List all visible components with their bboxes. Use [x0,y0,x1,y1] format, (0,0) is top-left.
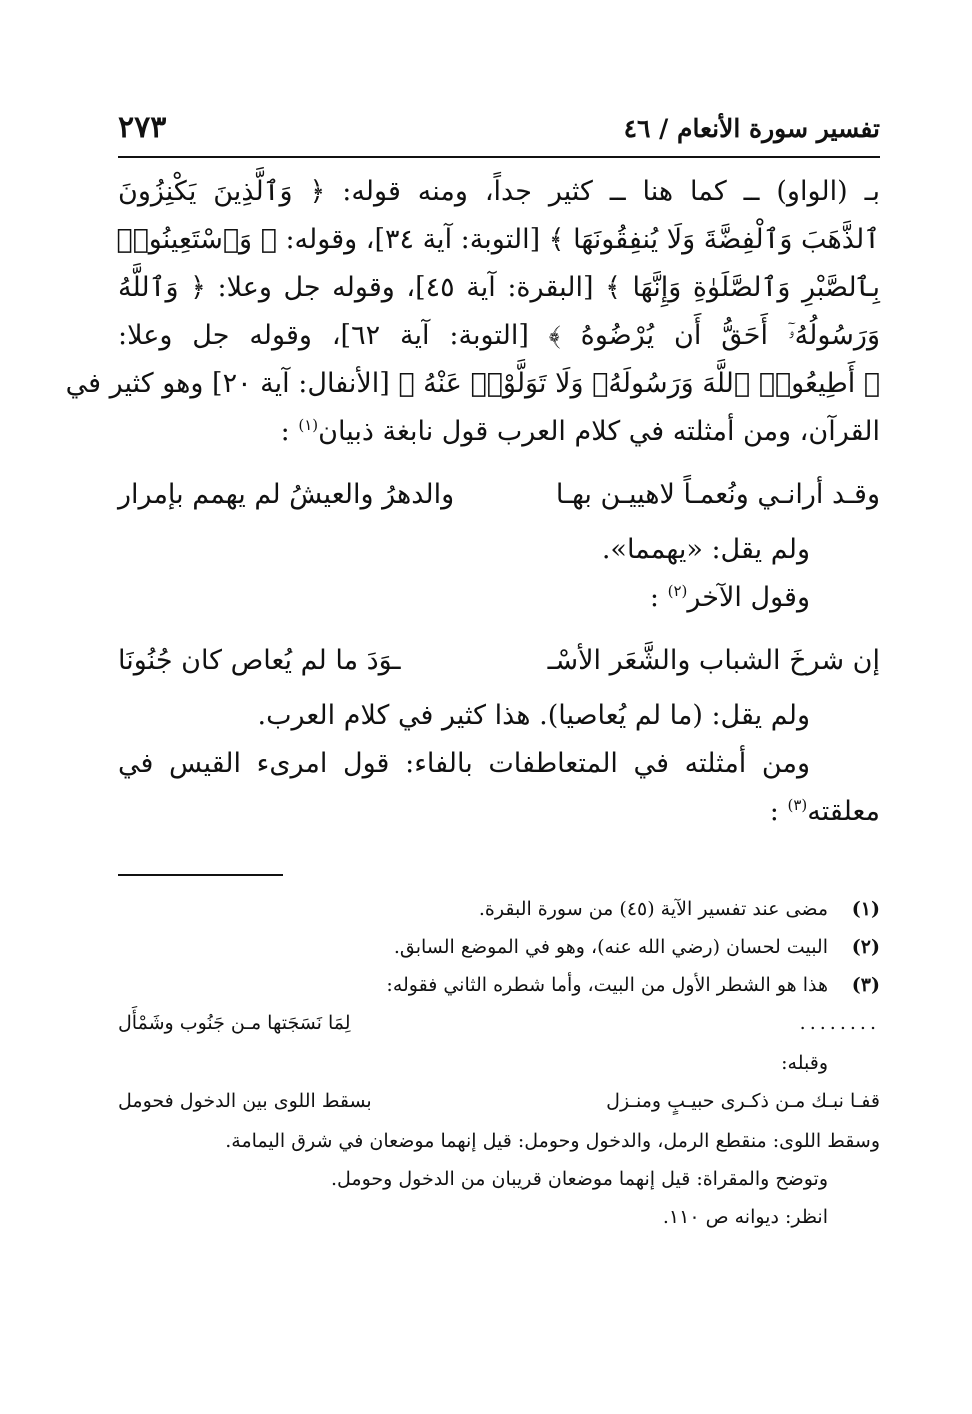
footnote-ref-2: (٢) [667,582,688,600]
footnote-number: (٣) [851,974,880,996]
running-header [118,110,880,156]
page-number: ٢٧٣ [118,110,167,145]
footnote-number: (٢) [851,936,880,958]
text-line: ٱلذَّهَبَ وَٱلْفِضَّةَ وَلَا يُنفِقُونَهَا ﴾ [التوبة: آية ٣٤]، وقوله: ﴿ وَٱسْتَعِينُوا۟ [116,224,880,255]
header-rule [118,156,880,158]
verse-hemistich-left: لِمَا نَسَجَتها مـن جَنُوب وشَمْأَل [118,1012,351,1034]
footnote-3 [118,966,880,1004]
footnote-2 [118,928,880,966]
footnote-text: انظر: ديوانه ص ١١٠. [662,1206,828,1228]
footnote-note: وسقط اللوى: منقطع الرمل، والدخول وحومل: قيل إنهما موضعان في شرق اليمامة. [225,1130,880,1152]
footnote-line [118,1198,880,1236]
text-line: بِٱلصَّبْرِ وَٱلصَّلَوٰةِ وَإِنَّهَا ﴾ [البقرة: آية ٤٥]، وقوله جل وعلا: ﴿ وَٱللَّهُ [118,272,880,303]
text-content: وقول الآخر [687,582,810,613]
text-line-content: القرآن، ومن أمثلته في كلام العرب قول نابغة ذبيان [318,416,880,447]
footnote-ref-3: (٣) [787,796,808,814]
text-content: معلقته [807,796,880,827]
verse-hemistich-left: بسقط اللوى بين الدخول فحومل [118,1090,372,1112]
paragraph-line: ولم يقل: (ما لم يُعاصيا). هذا كثير في كلام العرب. [257,700,810,731]
footnote-text: مضى عند تفسير الآية (٤٥) من سورة البقرة. [478,898,828,920]
paragraph-line [118,574,880,622]
paragraph-line [118,788,880,836]
footnote-rule [118,874,283,876]
footnote-number: (١) [851,898,880,920]
poetry-verse-2 [118,630,880,692]
paragraph-line: ومن أمثلته في المتعاطفات بالفاء: قول امرىء القيس في [118,748,810,779]
header-title: تفسير سورة الأنعام / ٤٦ [623,114,880,143]
verse-hemistich-right: إن شرخَ الشباب والشَّعَر الأسْـ [547,645,880,676]
footnote-text: البيت لحسان (رضي الله عنه)، وهو في الموضع السابق. [393,936,828,958]
paragraph-line: ولم يقل: «يهمما». [601,534,810,565]
book-page [65,110,880,1236]
verse-hemistich-left: ـوَدَ ما لم يُعاص كان جُنُونَا [118,645,401,676]
footnote-line [118,1160,880,1198]
colon: : [280,416,290,447]
verse-hemistich-left: والدهرُ والعيشُ لم يهمم بإمرار [118,479,455,510]
text-line: ﴿ أَطِيعُوا۟ ٱللَّهَ وَرَسُولَهُۥ وَلَا تَوَلَّوْا۟ عَنْهُ ﴾ [الأنفال: آية ٢٠] وهو كثير في [65,368,880,399]
text-line: وَرَسُولُهُۥٓ أَحَقُّ أَن يُرْضُوهُ ﴾ [التوبة: آية ٦٢]، وقوله جل وعلا: [118,320,880,351]
footnote-verse-1 [118,1004,880,1044]
footnote-line [118,1044,880,1082]
footnote-ref-1: (١) [298,416,319,434]
footnote-1 [118,890,880,928]
footnote-text: وقبله: [781,1052,828,1074]
colon: : [769,796,779,827]
text-line: بـ (الواو) ــ كما هنا ــ كثير جداً، ومنه قوله: ﴿ وَٱلَّذِينَ يَكْنِزُونَ [118,176,880,207]
text-line [118,408,880,456]
footnote-verse-2 [118,1082,880,1122]
poetry-verse-1 [118,464,880,526]
verse-hemistich-right: قفـا نبـك مـن ذكـرى حبيـبٍ ومنـزل [606,1090,880,1112]
footnote-text: هذا هو الشطر الأول من البيت، وأما شطره الثاني فقوله: [386,974,828,996]
main-text [65,168,880,836]
footnote-text: وتوضح والمقراة: قيل إنهما موضعان قريبان من الدخول وحومل. [330,1168,828,1190]
footnotes [118,890,880,1236]
verse-hemistich-right: وقـد أرانـي ونُعمـاً لاهييـن بهـا [555,479,880,510]
colon: : [649,582,660,613]
verse-omitted-dots: ........ [799,1012,880,1034]
